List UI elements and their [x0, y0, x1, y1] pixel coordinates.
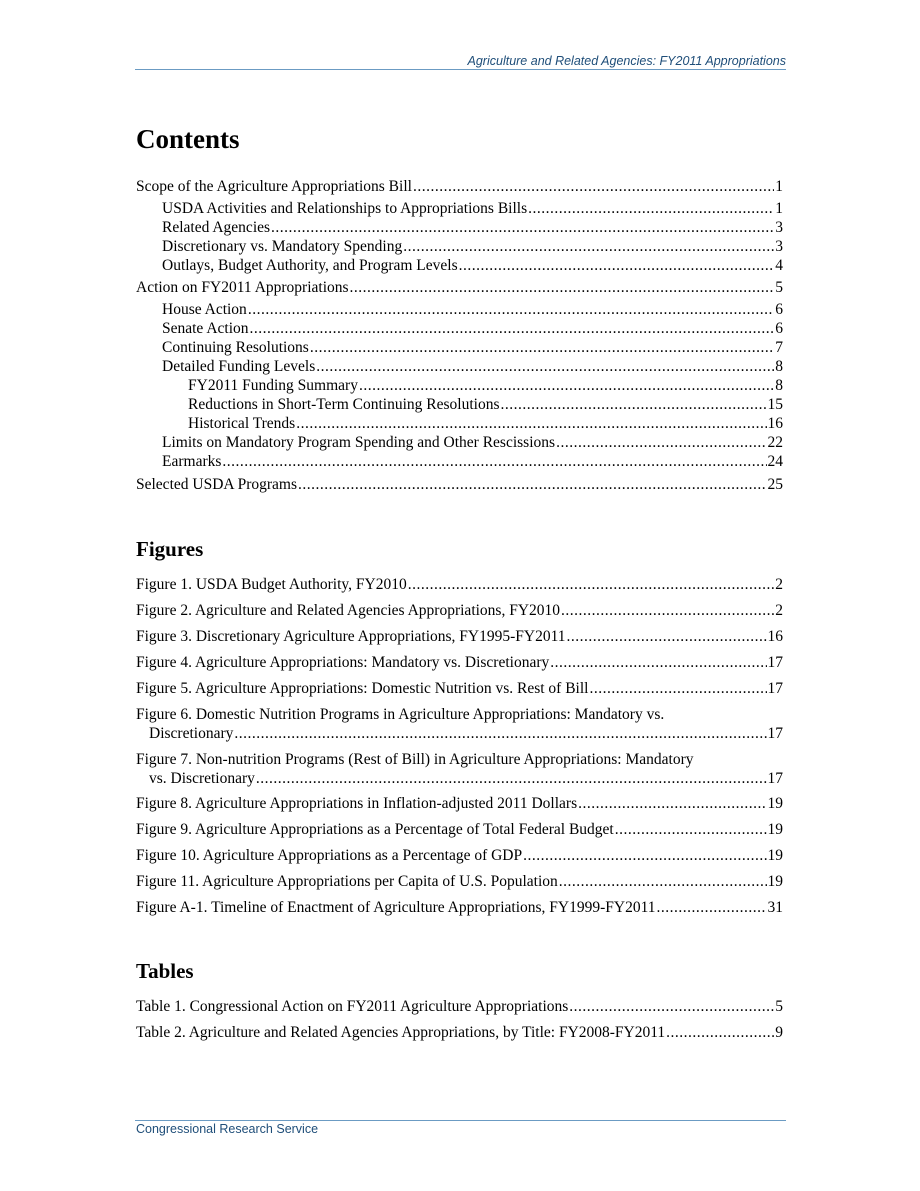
toc-page-number: 2	[775, 602, 783, 619]
toc-entry[interactable]	[188, 414, 783, 433]
toc-leader	[589, 679, 766, 698]
toc-entry-label: Limits on Mandatory Program Spending and Other Rescissions	[162, 434, 556, 451]
toc-leader	[615, 820, 767, 839]
toc-leader	[310, 338, 774, 357]
toc-leader	[567, 627, 767, 646]
toc-entry-label: Figure 5. Agriculture Appropriations: Domestic Nutrition vs. Rest of Bill	[136, 680, 589, 697]
toc-entry[interactable]	[162, 199, 783, 218]
toc-leader	[556, 433, 766, 452]
header-rule	[135, 69, 786, 70]
toc-leader	[408, 575, 775, 594]
toc-entry[interactable]	[162, 433, 783, 452]
toc-leader	[569, 997, 774, 1016]
toc-entry-label: Figure 6. Domestic Nutrition Programs in Agriculture Appropriations: Mandatory vs.	[136, 706, 665, 723]
toc-entry[interactable]	[136, 475, 783, 494]
toc-leader	[501, 395, 767, 414]
figure-entry[interactable]	[136, 872, 783, 891]
toc-entry[interactable]	[162, 218, 783, 237]
figure-entry[interactable]	[136, 846, 783, 865]
toc-page-number: 19	[767, 821, 783, 838]
toc-entry-label: Senate Action	[162, 320, 249, 337]
toc-page-number: 3	[775, 219, 783, 236]
toc-entry-label: Reductions in Short-Term Continuing Resolutions	[188, 396, 500, 413]
toc-entry[interactable]	[162, 319, 783, 338]
toc-leader	[222, 452, 766, 471]
toc-entry[interactable]	[188, 376, 783, 395]
figure-entry[interactable]	[136, 679, 783, 698]
figure-entry[interactable]	[136, 898, 783, 917]
toc-entry[interactable]	[162, 357, 783, 376]
toc-entry[interactable]	[188, 395, 783, 414]
toc-page-number: 6	[775, 320, 783, 337]
toc-entry-label: Action on FY2011 Appropriations	[136, 279, 349, 296]
table-entry[interactable]	[136, 1023, 783, 1042]
toc-entry-label: Figure 4. Agriculture Appropriations: Mandatory vs. Discretionary	[136, 654, 550, 671]
figure-entry[interactable]	[136, 750, 783, 788]
toc-leader	[523, 846, 766, 865]
toc-page-number: 17	[767, 680, 783, 697]
toc-entry-label: FY2011 Funding Summary	[188, 377, 358, 394]
toc-entry-label: Figure 7. Non-nutrition Programs (Rest of Bill) in Agriculture Appropriations: Mandatory	[136, 751, 694, 768]
toc-leader	[298, 475, 766, 494]
toc-entry-label: Figure A-1. Timeline of Enactment of Agriculture Appropriations, FY1999-FY2011	[136, 899, 656, 916]
toc-page-number: 16	[767, 415, 783, 432]
footer-rule	[135, 1120, 786, 1121]
toc-page-number: 22	[767, 434, 783, 451]
toc-entry[interactable]	[162, 452, 783, 471]
toc-page-number: 19	[767, 795, 783, 812]
figure-entry[interactable]	[136, 820, 783, 839]
toc-entry-label: Figure 8. Agriculture Appropriations in Inflation-adjusted 2011 Dollars	[136, 795, 578, 812]
toc-leader	[657, 898, 767, 917]
toc-page-number: 5	[775, 279, 783, 296]
toc-leader	[528, 199, 774, 218]
toc-entry-label: Related Agencies	[162, 219, 271, 236]
toc-entry-label: Earmarks	[162, 453, 222, 470]
tables-heading: Tables	[136, 959, 194, 983]
table-entry[interactable]	[136, 997, 783, 1016]
toc-page-number: 15	[767, 396, 783, 413]
toc-entry-label: Detailed Funding Levels	[162, 358, 316, 375]
toc-leader	[559, 872, 767, 891]
toc-entry-label: Outlays, Budget Authority, and Program Levels	[162, 257, 458, 274]
toc-page-number: 19	[767, 847, 783, 864]
toc-page-number: 16	[767, 628, 783, 645]
toc-entry-label: USDA Activities and Relationships to Appropriations Bills	[162, 200, 528, 217]
toc-leader	[271, 218, 774, 237]
toc-entry-label: Figure 10. Agriculture Appropriations as a Percentage of GDP	[136, 847, 523, 864]
toc-leader	[350, 278, 775, 297]
toc-page-number: 24	[767, 453, 783, 470]
toc-leader	[578, 794, 766, 813]
toc-entry[interactable]	[136, 177, 783, 196]
toc-entry-label: Figure 3. Discretionary Agriculture Appropriations, FY1995-FY2011	[136, 628, 566, 645]
figure-entry[interactable]	[136, 601, 783, 620]
toc-page-number: 9	[775, 1024, 783, 1041]
toc-page-number: 2	[775, 576, 783, 593]
footer-source: Congressional Research Service	[136, 1122, 319, 1136]
toc-page-number: 5	[775, 998, 783, 1015]
toc-leader	[250, 319, 775, 338]
toc-entry-label: Table 2. Agriculture and Related Agencies Appropriations, by Title: FY2008-FY2011	[136, 1024, 666, 1041]
toc-leader	[550, 653, 766, 672]
toc-page-number: 31	[767, 899, 783, 916]
toc-entry[interactable]	[162, 338, 783, 357]
toc-entry-label: Figure 2. Agriculture and Related Agencies Appropriations, FY2010	[136, 602, 561, 619]
figure-entry[interactable]	[136, 627, 783, 646]
toc-entry-label: Discretionary	[149, 725, 234, 742]
toc-leader	[459, 256, 775, 275]
toc-entry-label: House Action	[162, 301, 247, 318]
toc-page-number: 7	[775, 339, 783, 356]
toc-leader	[248, 300, 774, 319]
toc-leader	[316, 357, 774, 376]
toc-page-number: 17	[767, 770, 783, 787]
toc-entry-label: vs. Discretionary	[149, 770, 255, 787]
figure-entry[interactable]	[136, 705, 783, 743]
toc-entry[interactable]	[162, 237, 783, 256]
toc-entry-label: Figure 11. Agriculture Appropriations per Capita of U.S. Population	[136, 873, 558, 890]
toc-entry[interactable]	[162, 256, 783, 275]
toc-entry[interactable]	[136, 278, 783, 297]
running-header: Agriculture and Related Agencies: FY2011 Appropriations	[467, 54, 786, 68]
figure-entry[interactable]	[136, 575, 783, 594]
toc-page-number: 1	[775, 200, 783, 217]
toc-page-number: 6	[775, 301, 783, 318]
toc-leader	[666, 1023, 774, 1042]
figures-heading: Figures	[136, 537, 204, 561]
toc-page-number: 19	[767, 873, 783, 890]
toc-leader	[359, 376, 774, 395]
toc-entry-label: Scope of the Agriculture Appropriations Bill	[136, 178, 412, 195]
toc-entry-label: Continuing Resolutions	[162, 339, 309, 356]
toc-leader	[413, 177, 774, 196]
toc-entry-label: Figure 9. Agriculture Appropriations as a Percentage of Total Federal Budget	[136, 821, 614, 838]
toc-leader	[403, 237, 774, 256]
toc-entry-label: Figure 1. USDA Budget Authority, FY2010	[136, 576, 407, 593]
toc-page-number: 4	[775, 257, 783, 274]
figure-entry[interactable]	[136, 653, 783, 672]
toc-page-number: 3	[775, 238, 783, 255]
toc-leader	[561, 601, 774, 620]
toc-page-number: 8	[775, 377, 783, 394]
figure-entry[interactable]	[136, 794, 783, 813]
toc-page-number: 17	[767, 654, 783, 671]
toc-leader	[256, 769, 767, 788]
toc-leader	[234, 724, 766, 743]
contents-heading: Contents	[136, 124, 240, 154]
toc-leader	[296, 414, 766, 433]
toc-entry-label: Table 1. Congressional Action on FY2011 Agriculture Appropriations	[136, 998, 569, 1015]
toc-page-number: 25	[767, 476, 783, 493]
toc-page-number: 17	[767, 725, 783, 742]
toc-entry-label: Historical Trends	[188, 415, 296, 432]
toc-entry-label: Selected USDA Programs	[136, 476, 298, 493]
toc-page-number: 1	[775, 178, 783, 195]
toc-page-number: 8	[775, 358, 783, 375]
toc-entry[interactable]	[162, 300, 783, 319]
toc-entry-label: Discretionary vs. Mandatory Spending	[162, 238, 403, 255]
